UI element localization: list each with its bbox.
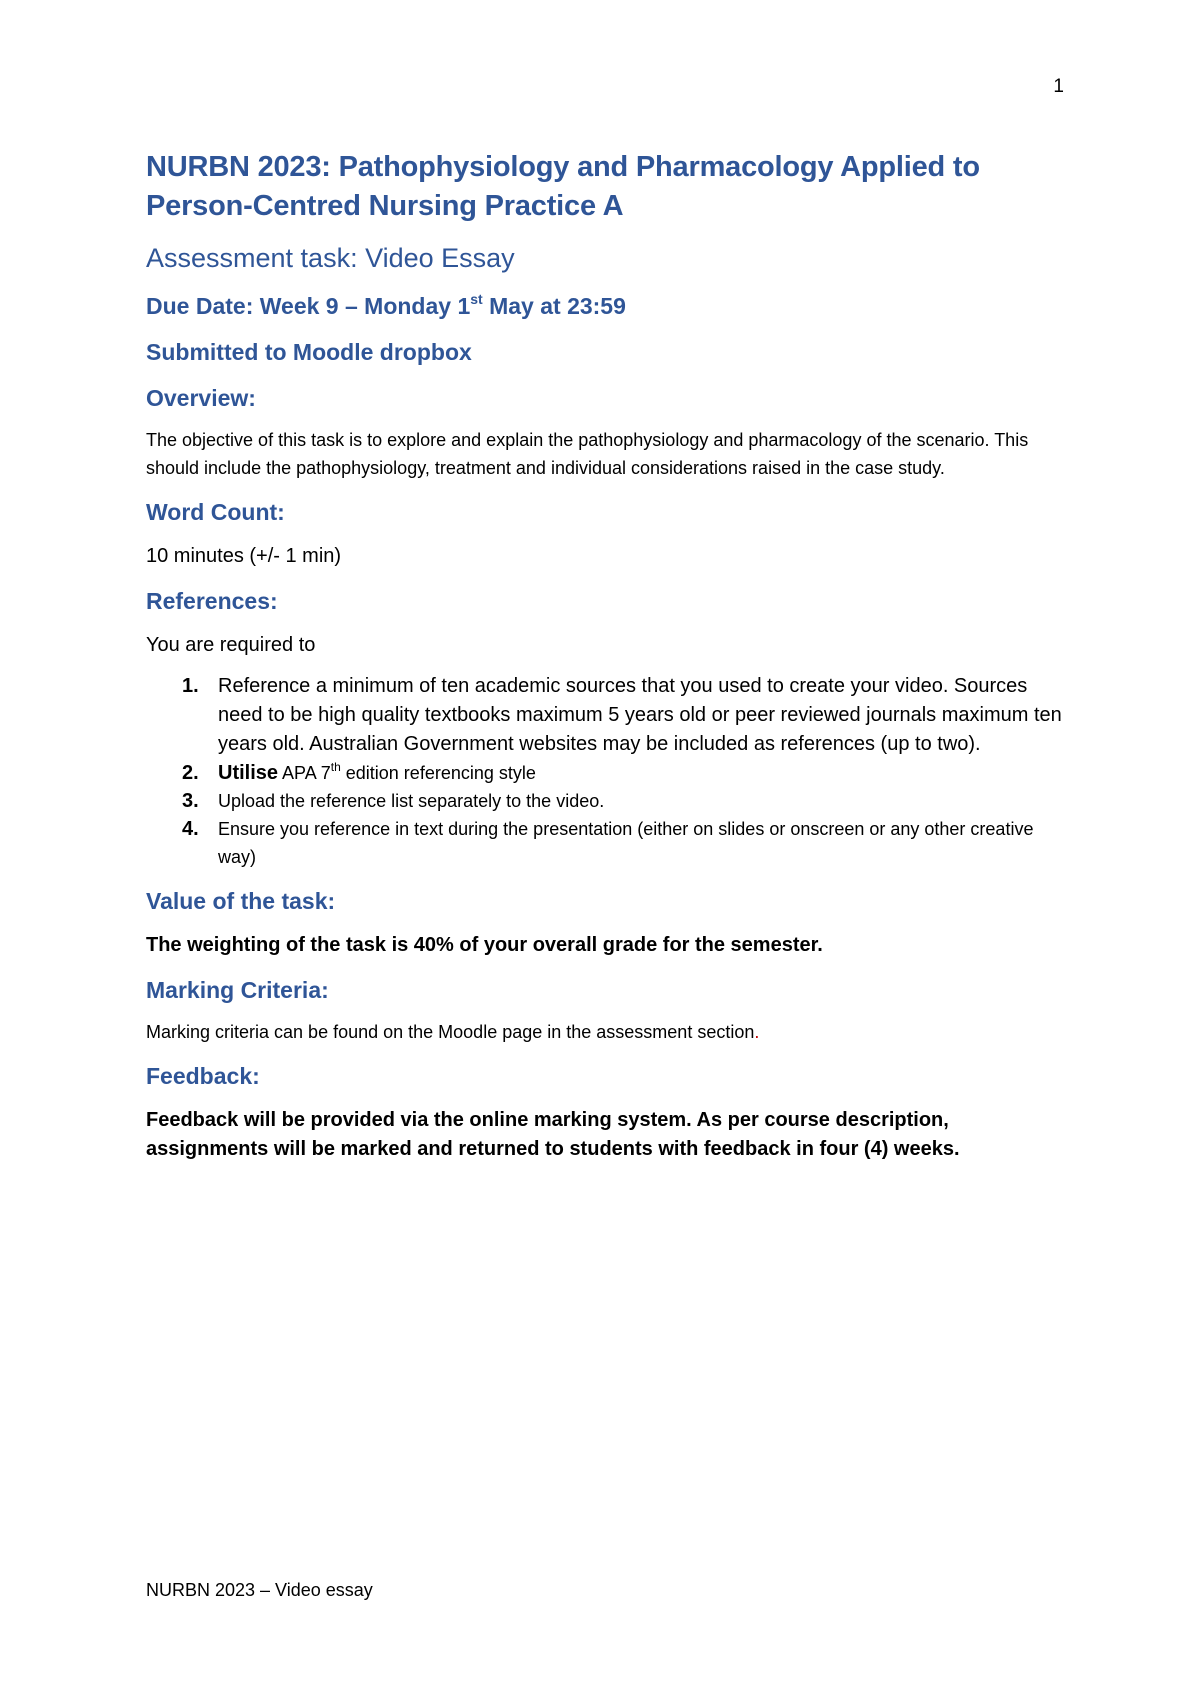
overview-heading: Overview: xyxy=(146,385,256,411)
list-item-text-post: edition referencing style xyxy=(340,763,536,783)
submission-location: Submitted to Moodle dropbox xyxy=(146,339,472,365)
list-item-text: Upload the reference list separately to the video. xyxy=(218,791,605,811)
list-item xyxy=(146,672,1066,759)
due-date-ordinal: st xyxy=(470,291,483,307)
word-count-text: 10 minutes (+/- 1 min) xyxy=(146,545,342,567)
list-item-number: 1. xyxy=(182,675,199,697)
list-item-number: 2. xyxy=(182,762,199,784)
due-date-rest: May at 23:59 xyxy=(482,293,626,319)
list-item-text: Ensure you reference in text during the presentation (either on slides or onscreen or any other creative way) xyxy=(218,819,1034,867)
list-item xyxy=(146,787,1066,815)
feedback-heading: Feedback: xyxy=(146,1063,260,1089)
marking-criteria-body: Marking criteria can be found on the Moodle page in the assessment section xyxy=(146,1022,755,1042)
list-item xyxy=(146,759,1066,787)
list-item-text: Reference a minimum of ten academic sources that you used to create your video. Sources need to be high quality textbooks maximum 5 years old or peer reviewed journals maximum ten years old. Australian Government websites may be included as references (up to two). xyxy=(218,675,1062,755)
due-date xyxy=(146,290,1066,322)
references-heading: References: xyxy=(146,588,278,614)
list-item-number: 3. xyxy=(182,790,199,812)
value-heading: Value of the task: xyxy=(146,888,336,914)
list-item-number: 4. xyxy=(182,818,199,840)
document-body xyxy=(146,148,1066,1164)
marking-criteria-heading: Marking Criteria: xyxy=(146,977,329,1003)
document-title: NURBN 2023: Pathophysiology and Pharmacology Applied to Person-Centred Nursing Practice A xyxy=(146,151,980,222)
assessment-subtitle: Assessment task: Video Essay xyxy=(146,243,515,273)
overview-text: The objective of this task is to explore and explain the pathophysiology and pharmacology of the scenario. This should include the pathophysiology, treatment and individual considerations raised in the case study. xyxy=(146,430,1029,478)
value-text: The weighting of the task is 40% of your overall grade for the semester. xyxy=(146,934,823,956)
list-item xyxy=(146,815,1066,871)
due-date-prefix: Due Date: Week 9 – Monday 1 xyxy=(146,293,471,319)
feedback-text: Feedback will be provided via the online marking system. As per course description, assignments will be marked and returned to students with feedback in four (4) weeks. xyxy=(146,1109,960,1160)
references-intro: You are required to xyxy=(146,634,316,656)
page-number: 1 xyxy=(1053,76,1064,97)
list-item-lead: Utilise xyxy=(218,762,279,784)
page-footer: NURBN 2023 – Video essay xyxy=(146,1580,373,1600)
marking-criteria-period: . xyxy=(754,1022,760,1042)
marking-criteria-text xyxy=(146,1018,1066,1046)
references-list xyxy=(146,672,1066,871)
list-item-text: APA 7 xyxy=(278,763,331,783)
word-count-heading: Word Count: xyxy=(146,499,285,525)
list-item-sup: th xyxy=(330,760,341,774)
